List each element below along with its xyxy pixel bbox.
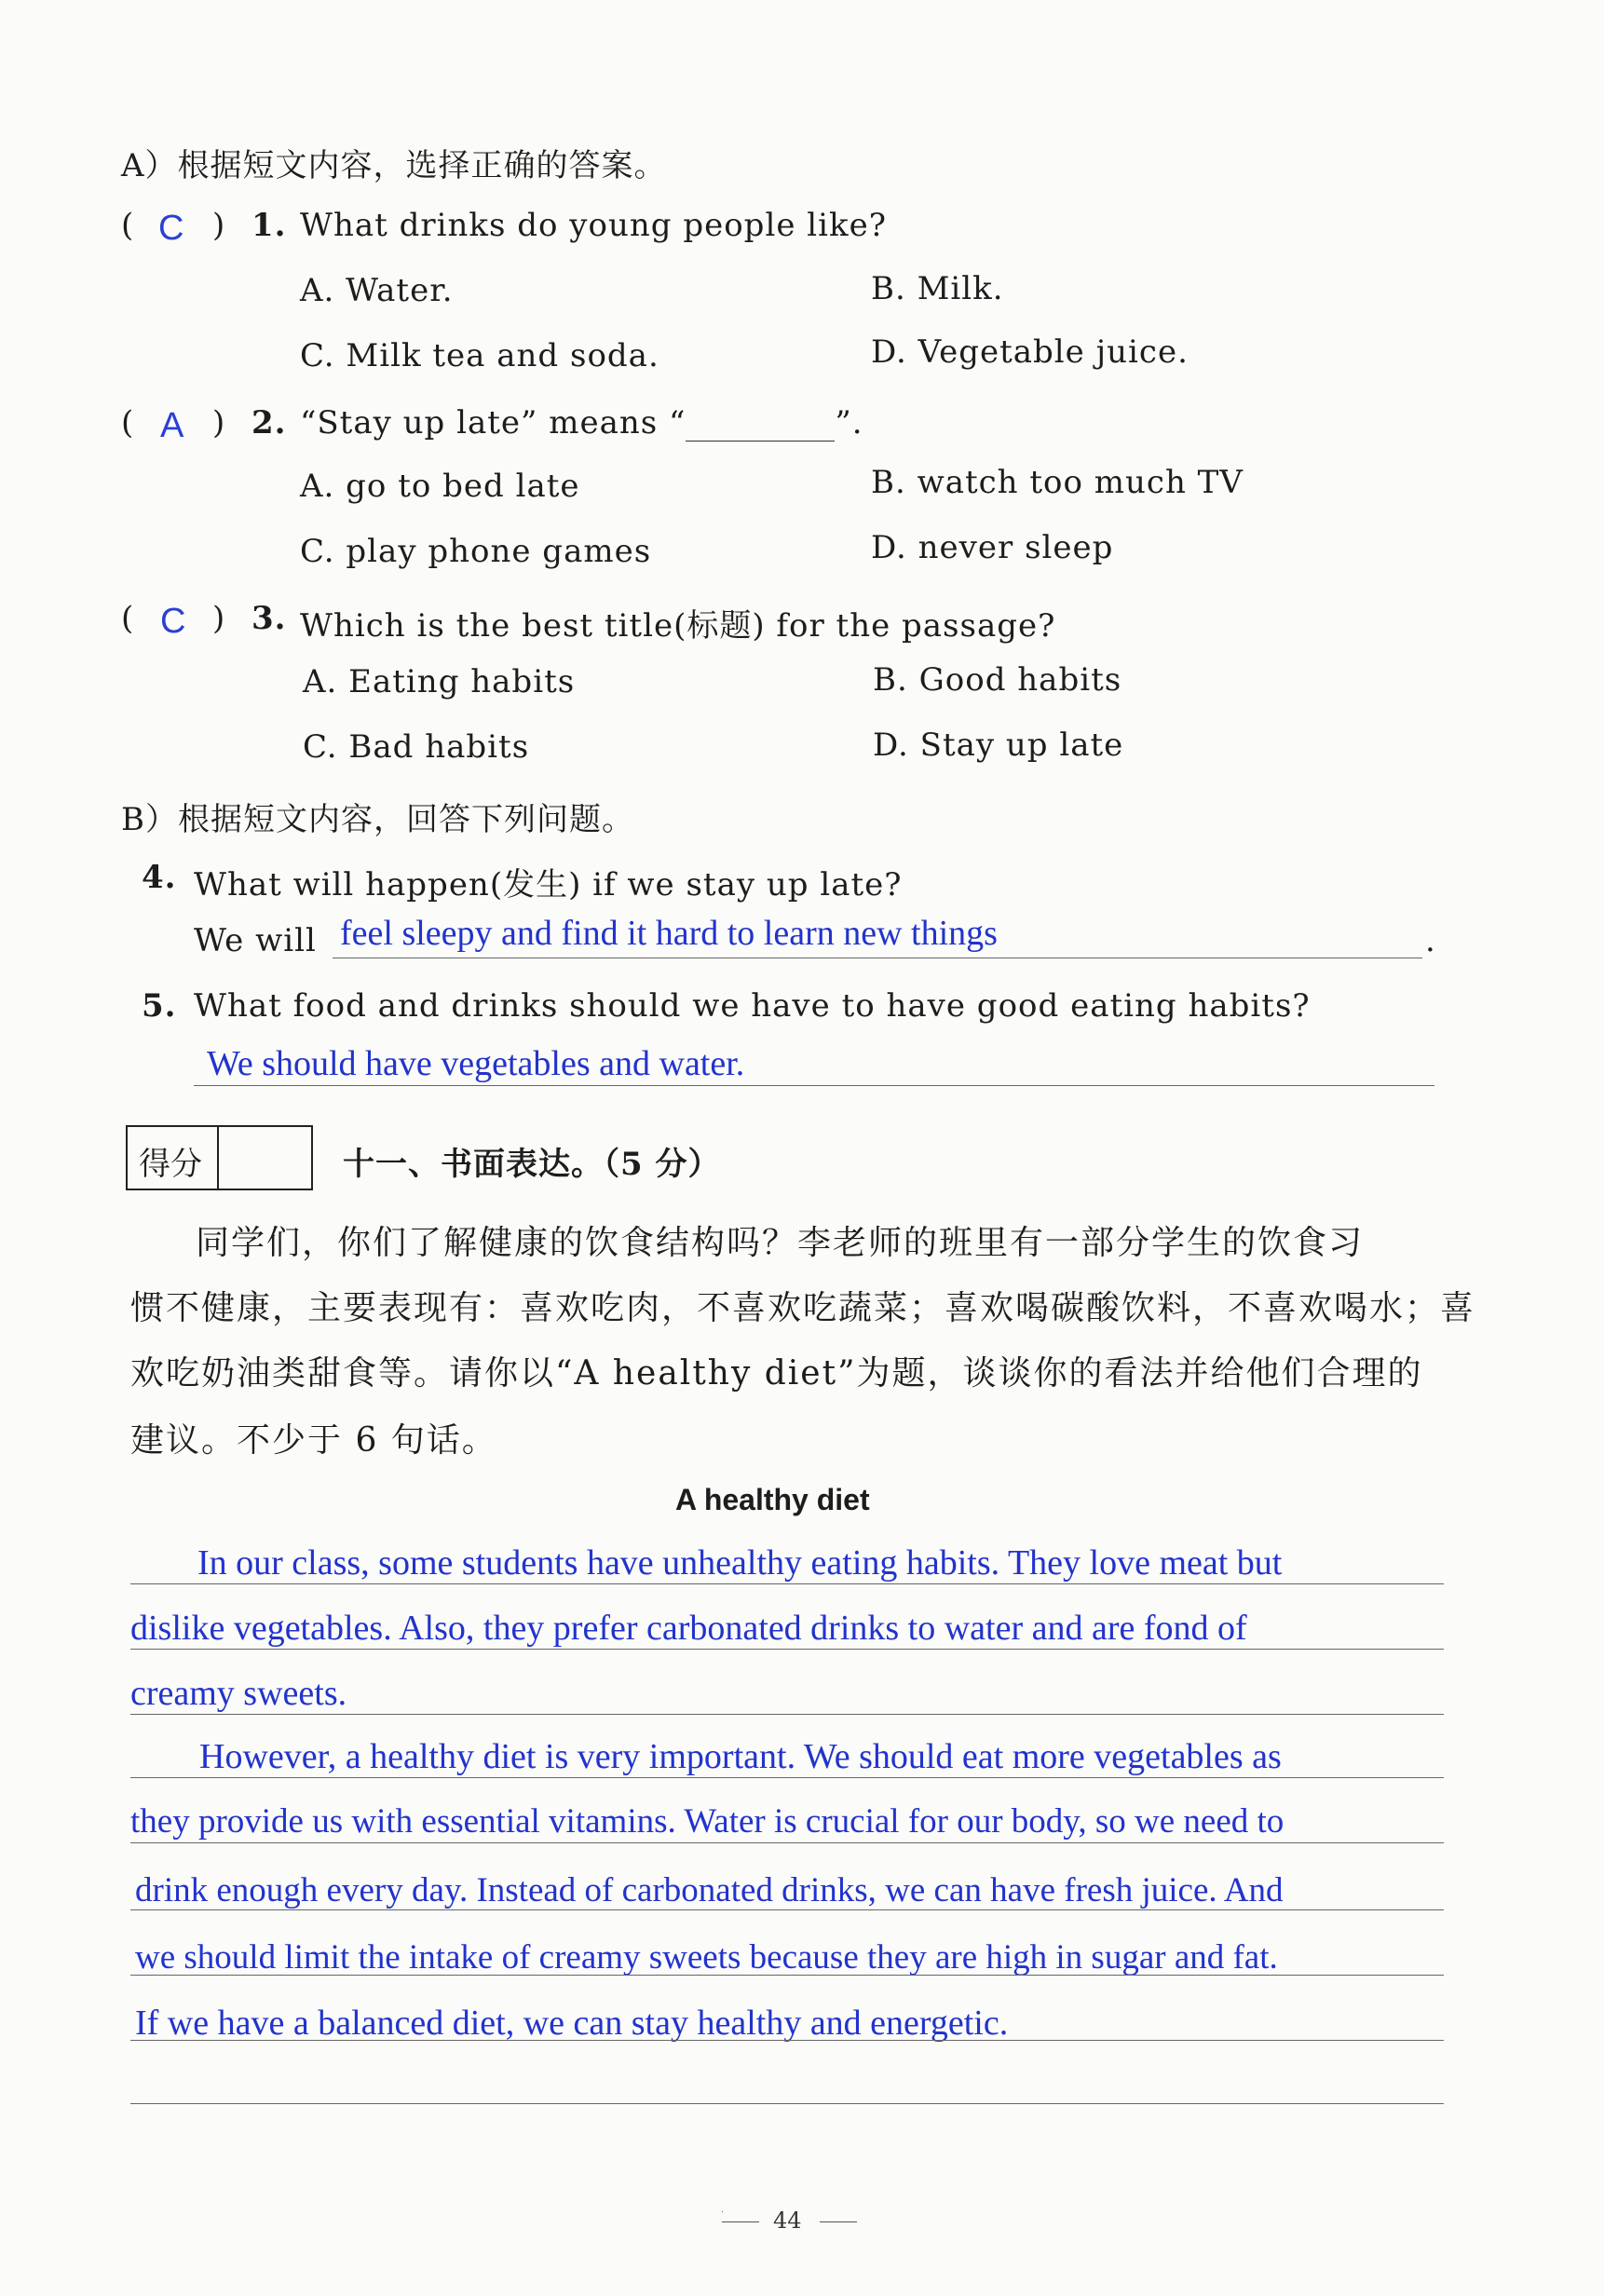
q2-option-c: C. play phone games (300, 533, 652, 570)
answer-paren-open: ( (121, 600, 134, 637)
q4-prefix: We will (194, 922, 317, 959)
q3-option-a: A. Eating habits (303, 663, 576, 700)
q4-answer: feel sleepy and find it hard to learn new things (340, 914, 998, 953)
prompt-line-3: 欢吃奶油类甜食等。请你以“A healthy diet”为题，谈谈你的看法并给他们合理的 (130, 1354, 1423, 1393)
writing-heading: 十一、书面表达。（5 分） (343, 1146, 721, 1183)
pagenum-dash-left (722, 2211, 723, 2212)
section-a-heading: A）根据短文内容，选择正确的答案。 (121, 147, 667, 184)
essay-line-2: dislike vegetables. Also, they prefer carbonated drinks to water and are fond of (130, 1609, 1247, 1648)
essay-title: A healthy diet (675, 1483, 870, 1516)
score-box-divider (217, 1127, 219, 1189)
essay-rule (130, 1714, 1444, 1715)
essay-line-1: In our class, some students have unhealthy eating habits. They love meat but (197, 1543, 1283, 1583)
page-number: 44 (773, 2208, 802, 2234)
essay-rule-empty (130, 2103, 1444, 2104)
q5-number: 5. (142, 987, 177, 1025)
q2-option-a: A. go to bed late (300, 468, 580, 505)
pagenum-dash-left (722, 2221, 759, 2222)
answer-paren-close: ) (212, 600, 225, 637)
essay-line-8: If we have a balanced diet, we can stay healthy and energetic. (135, 2004, 1009, 2043)
essay-rule (130, 1975, 1444, 1976)
q3-text: Which is the best title(标题) for the passage? (300, 607, 1056, 645)
answer-paren-close: ) (212, 404, 225, 442)
essay-rule (130, 1583, 1444, 1584)
q4-text: What will happen(发生) if we stay up late? (194, 866, 903, 903)
q4-number: 4. (142, 859, 177, 896)
q2-text-before: “Stay up late” means “ (300, 404, 686, 442)
q3-option-b: B. Good habits (873, 661, 1122, 699)
essay-line-5: they provide us with essential vitamins. Water is crucial for our body, so we need to (130, 1802, 1285, 1841)
essay-rule (130, 1842, 1444, 1843)
section-b-heading: B）根据短文内容，回答下列问题。 (121, 801, 634, 838)
q1-option-a: A. Water. (300, 272, 454, 309)
answer-paren-open: ( (121, 207, 134, 244)
pagenum-dash-right (820, 2221, 857, 2222)
q2-text-after: ”. (835, 404, 863, 442)
q2-option-b: B. watch too much TV (871, 464, 1244, 501)
q3-answer: C (160, 602, 186, 641)
q3-number: 3. (251, 600, 287, 637)
score-box (126, 1125, 313, 1190)
prompt-line-4: 建议。不少于 6 句话。 (130, 1421, 497, 1460)
essay-rule (130, 1777, 1444, 1778)
q5-text: What food and drinks should we have to have good eating habits? (194, 987, 1311, 1025)
q5-answer: We should have vegetables and water. (207, 1044, 745, 1083)
essay-line-7: we should limit the intake of creamy sweets because they are high in sugar and fat. (135, 1938, 1278, 1977)
q1-option-c: C. Milk tea and soda. (300, 337, 659, 374)
prompt-line-1: 同学们，你们了解健康的饮食结构吗？李老师的班里有一部分学生的饮食习 (196, 1224, 1365, 1262)
q1-answer: C (158, 209, 184, 248)
answer-paren-open: ( (121, 404, 134, 442)
q3-option-d: D. Stay up late (873, 727, 1124, 764)
essay-line-6: drink enough every day. Instead of carbonated drinks, we can have fresh juice. And (135, 1871, 1284, 1909)
q2-number: 2. (251, 404, 287, 442)
essay-rule (130, 1649, 1444, 1650)
q1-option-d: D. Vegetable juice. (871, 333, 1189, 371)
essay-line-4: However, a healthy diet is very important. We should eat more vegetables as (199, 1737, 1282, 1776)
q2-answer: A (160, 406, 184, 445)
q1-number: 1. (251, 207, 287, 244)
q2-blank (686, 413, 835, 442)
answer-paren-close: ) (212, 207, 225, 244)
q2-option-d: D. never sleep (871, 529, 1114, 566)
q1-text: What drinks do young people like? (300, 207, 887, 244)
essay-rule (130, 1909, 1444, 1910)
q4-suffix: . (1425, 922, 1436, 959)
q1-option-b: B. Milk. (871, 270, 1004, 307)
q2-text (300, 404, 863, 442)
q3-option-c: C. Bad habits (303, 728, 530, 766)
q5-answer-line (194, 1085, 1434, 1086)
prompt-line-2: 惯不健康，主要表现有：喜欢吃肉，不喜欢吃蔬菜；喜欢喝碳酸饮料，不喜欢喝水；喜 (130, 1289, 1476, 1327)
essay-rule (130, 2040, 1444, 2041)
score-label: 得分 (139, 1146, 202, 1183)
essay-line-3: creamy sweets. (130, 1674, 347, 1713)
